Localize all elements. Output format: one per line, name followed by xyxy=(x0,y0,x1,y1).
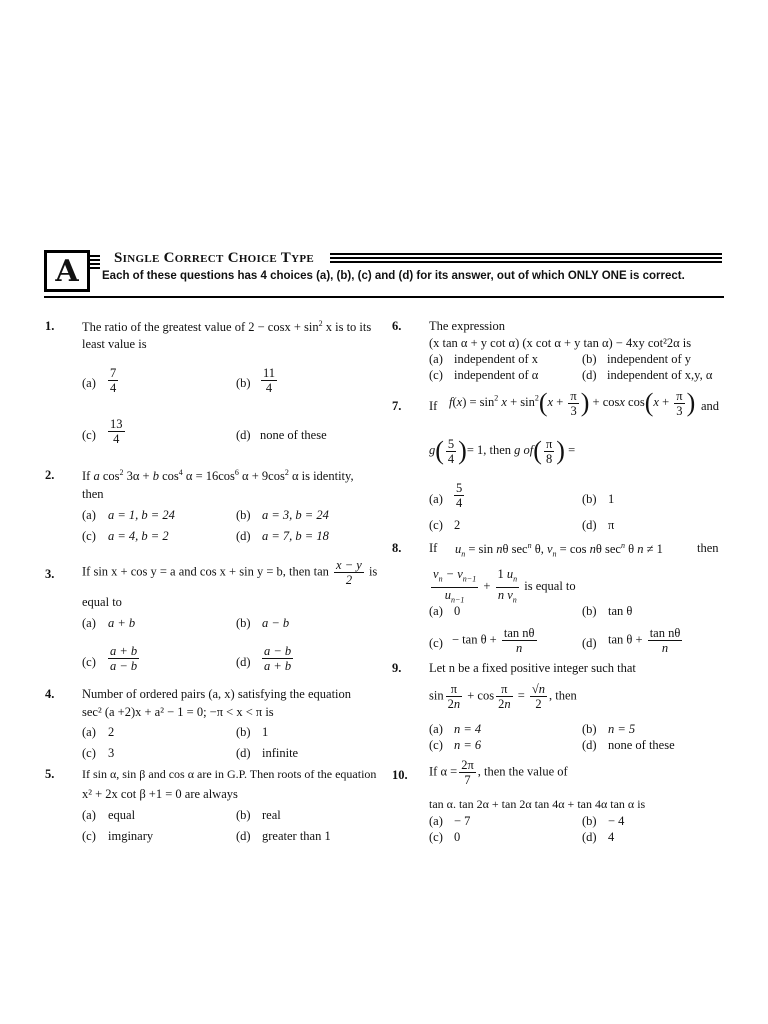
q6-number: 6. xyxy=(392,319,402,333)
q4-number: 4. xyxy=(45,687,55,701)
q5-text-line2: x² + 2x cot β +1 = 0 are always xyxy=(82,787,238,801)
q1-option-b[interactable]: $\frac{11}{4}$ xyxy=(263,366,276,395)
q8-option-a-label: (a) xyxy=(429,604,443,618)
q1-text-line2: least value is xyxy=(82,337,147,351)
q7-if: If xyxy=(429,399,438,413)
q3-text: If sin x + cos y = a and cos x + sin y = b, then tan $\frac{x - y}{2}$ is xyxy=(82,558,378,587)
q6-option-d[interactable]: independent of x,y, α xyxy=(607,368,713,382)
q7-expression-g: g( $\frac{5}{4}$ )= 1, then g of( $\frac{\pi}{8}$ ) = xyxy=(429,436,576,466)
header-underline xyxy=(44,296,724,298)
q1-option-d-label: (d) xyxy=(236,428,251,442)
q7-option-d-label: (d) xyxy=(582,518,597,532)
q3-number: 3. xyxy=(45,567,55,581)
q9-text: Let n be a fixed positive integer such that xyxy=(429,661,636,675)
q2-text-then: then xyxy=(82,487,104,501)
q8-option-a[interactable]: 0 xyxy=(454,604,461,618)
q9-option-c-label: (c) xyxy=(429,738,443,752)
q4-option-d[interactable]: infinite xyxy=(262,746,299,760)
section-header xyxy=(44,250,724,298)
section-title: Single Correct Choice Type xyxy=(114,250,314,266)
q7-option-c[interactable]: 2 xyxy=(454,518,461,532)
q10-option-a[interactable]: − 7 xyxy=(454,814,471,828)
q6-option-b[interactable]: independent of y xyxy=(607,352,692,366)
q5-option-b-label: (b) xyxy=(236,808,251,822)
q2-option-b-label: (b) xyxy=(236,508,251,522)
q1-option-a[interactable]: $\frac{7}{4}$ xyxy=(110,366,117,395)
q6-option-a-label: (a) xyxy=(429,352,443,366)
q3-text-line2: equal to xyxy=(82,595,122,609)
q2-option-c[interactable]: a = 4, b = 2 xyxy=(108,529,169,543)
q2-option-b[interactable]: a = 3, b = 24 xyxy=(262,508,329,522)
q7-option-d[interactable]: π xyxy=(608,518,615,532)
q9-option-d-label: (d) xyxy=(582,738,597,752)
q3-option-a[interactable]: a + b xyxy=(108,616,136,630)
q5-number: 5. xyxy=(45,767,55,781)
q3-option-c-label: (c) xyxy=(82,655,96,669)
q4-option-a[interactable]: 2 xyxy=(108,725,115,739)
q10-option-d[interactable]: 4 xyxy=(608,830,615,844)
q7-option-a-label: (a) xyxy=(429,492,443,506)
q10-text: If α = $\frac{2\pi}{7}$ , then the value of xyxy=(429,758,568,787)
q5-option-d[interactable]: greater than 1 xyxy=(262,829,331,843)
q8-number: 8. xyxy=(392,541,402,555)
q8-option-c[interactable]: − tan θ + $\frac{\text{tan nθ}}{n}$ xyxy=(452,626,535,655)
q8-option-b-label: (b) xyxy=(582,604,597,618)
q3-option-c[interactable]: $\frac{a + b}{a - b}$ xyxy=(110,644,138,673)
q5-option-a-label: (a) xyxy=(82,808,96,822)
q2-option-c-label: (c) xyxy=(82,529,96,543)
q3-option-b[interactable]: a − b xyxy=(262,616,290,630)
q8-option-b[interactable]: tan θ xyxy=(608,604,633,618)
q4-option-a-label: (a) xyxy=(82,725,96,739)
q10-option-c[interactable]: 0 xyxy=(454,830,461,844)
q5-option-a[interactable]: equal xyxy=(108,808,136,822)
q10-text-line2: tan α. tan 2α + tan 2α tan 4α + tan 4α tan α is xyxy=(429,797,646,811)
q1-option-c[interactable]: $\frac{13}{4}$ xyxy=(110,417,123,446)
q1-option-d[interactable]: none of these xyxy=(260,428,327,442)
q7-option-b-label: (b) xyxy=(582,492,597,506)
q9-option-b[interactable]: n = 5 xyxy=(608,722,636,736)
q9-number: 9. xyxy=(392,661,402,675)
q5-text: If sin α, sin β and cos α are in G.P. Then roots of the equation xyxy=(82,767,377,781)
section-instructions: Each of these questions has 4 choices (a), (b), (c) and (d) for its answer, out of which ONLY ONE is correct. xyxy=(102,270,685,282)
q6-option-c[interactable]: independent of α xyxy=(454,368,539,382)
q9-option-c[interactable]: n = 6 xyxy=(454,738,482,752)
q8-expression-2: $\frac{v_n - v_{n-1}}{u_{n-1}}$ + $\frac{1 u_n}{n v_n}$ is equal to xyxy=(433,567,576,604)
q7-option-b[interactable]: 1 xyxy=(608,492,615,506)
q8-option-c-label: (c) xyxy=(429,636,443,650)
q2-option-d[interactable]: a = 7, b = 18 xyxy=(262,529,329,543)
q6-text-line2: (x tan α + y cot α) (x cot α + y tan α) − 4xy cot²2α is xyxy=(429,336,692,350)
q5-option-c[interactable]: imginary xyxy=(108,829,154,843)
q6-option-a[interactable]: independent of x xyxy=(454,352,539,366)
q4-option-d-label: (d) xyxy=(236,746,251,760)
q3-option-d[interactable]: $\frac{a - b}{a + b}$ xyxy=(264,644,292,673)
q8-then: then xyxy=(697,541,719,555)
q10-option-b[interactable]: − 4 xyxy=(608,814,625,828)
q3-option-d-label: (d) xyxy=(236,655,251,669)
q4-option-b-label: (b) xyxy=(236,725,251,739)
q4-option-c-label: (c) xyxy=(82,746,96,760)
q8-option-d[interactable]: tan θ + $\frac{\text{tan nθ}}{n}$ xyxy=(608,626,681,655)
section-badge: A xyxy=(44,250,90,292)
q6-option-d-label: (d) xyxy=(582,368,597,382)
q4-text: Number of ordered pairs (a, x) satisfying the equation xyxy=(82,687,352,701)
q7-number: 7. xyxy=(392,399,402,413)
q10-option-a-label: (a) xyxy=(429,814,443,828)
q2-option-d-label: (d) xyxy=(236,529,251,543)
q8-expression: $u_n = \sin n\theta$ $\sec^n \theta$, $v_n = \cos n\theta$ $\sec^n \theta$ n ≠ 1 xyxy=(455,541,663,559)
q9-option-d[interactable]: none of these xyxy=(608,738,675,752)
q3-option-b-label: (b) xyxy=(236,616,251,630)
q6-option-b-label: (b) xyxy=(582,352,597,366)
q9-option-a-label: (a) xyxy=(429,722,443,736)
q9-option-a[interactable]: n = 4 xyxy=(454,722,482,736)
q10-number: 10. xyxy=(392,768,408,782)
q3-option-a-label: (a) xyxy=(82,616,96,630)
q6-option-c-label: (c) xyxy=(429,368,443,382)
q9-expression: sin $\frac{\pi}{2n}$ + cos $\frac{\pi}{2n}$ = $\frac{√n}{2}$ , then xyxy=(429,682,577,711)
q1-number: 1. xyxy=(45,319,55,333)
q10-option-c-label: (c) xyxy=(429,830,443,844)
q1-option-b-label: (b) xyxy=(236,376,251,390)
q2-number: 2. xyxy=(45,468,55,482)
q5-option-b[interactable]: real xyxy=(262,808,281,822)
q1-text: The ratio of the greatest value of $2 - \cos x + \sin^2 x$ is to its xyxy=(82,319,372,335)
q5-option-c-label: (c) xyxy=(82,829,96,843)
q7-option-a[interactable]: $\frac{5}{4}$ xyxy=(456,481,463,510)
q1-option-a-label: (a) xyxy=(82,376,96,390)
q2-option-a-label: (a) xyxy=(82,508,96,522)
q7-and: and xyxy=(701,399,720,413)
q7-expression: $f(x) = \sin^2 x + \sin^2(x$ + $\frac{\pi}{3}$ ) + cosx cos(x + $\frac{\pi}{3}$ ) xyxy=(449,388,696,418)
q1-option-c-label: (c) xyxy=(82,428,96,442)
q8-option-d-label: (d) xyxy=(582,636,597,650)
q8-if: If xyxy=(429,541,438,555)
q5-option-d-label: (d) xyxy=(236,829,251,843)
q9-option-b-label: (b) xyxy=(582,722,597,736)
header-rule-left xyxy=(90,255,100,269)
q7-option-c-label: (c) xyxy=(429,518,443,532)
q4-option-b[interactable]: 1 xyxy=(262,725,269,739)
q2-text: If a $\cos^2 3\alpha + b$ $\cos^4 \alpha = 16\cos^6$ $\alpha + 9\cos^2$ α is identity, xyxy=(82,468,354,484)
q2-option-a[interactable]: a = 1, b = 24 xyxy=(108,508,175,522)
q6-text: The expression xyxy=(429,319,506,333)
q4-text-line2: sec² (a +2)x + a² − 1 = 0; −π < x < π is xyxy=(82,705,274,719)
q4-option-c[interactable]: 3 xyxy=(108,746,115,760)
q10-option-d-label: (d) xyxy=(582,830,597,844)
q10-option-b-label: (b) xyxy=(582,814,597,828)
header-rule-right xyxy=(330,253,722,265)
